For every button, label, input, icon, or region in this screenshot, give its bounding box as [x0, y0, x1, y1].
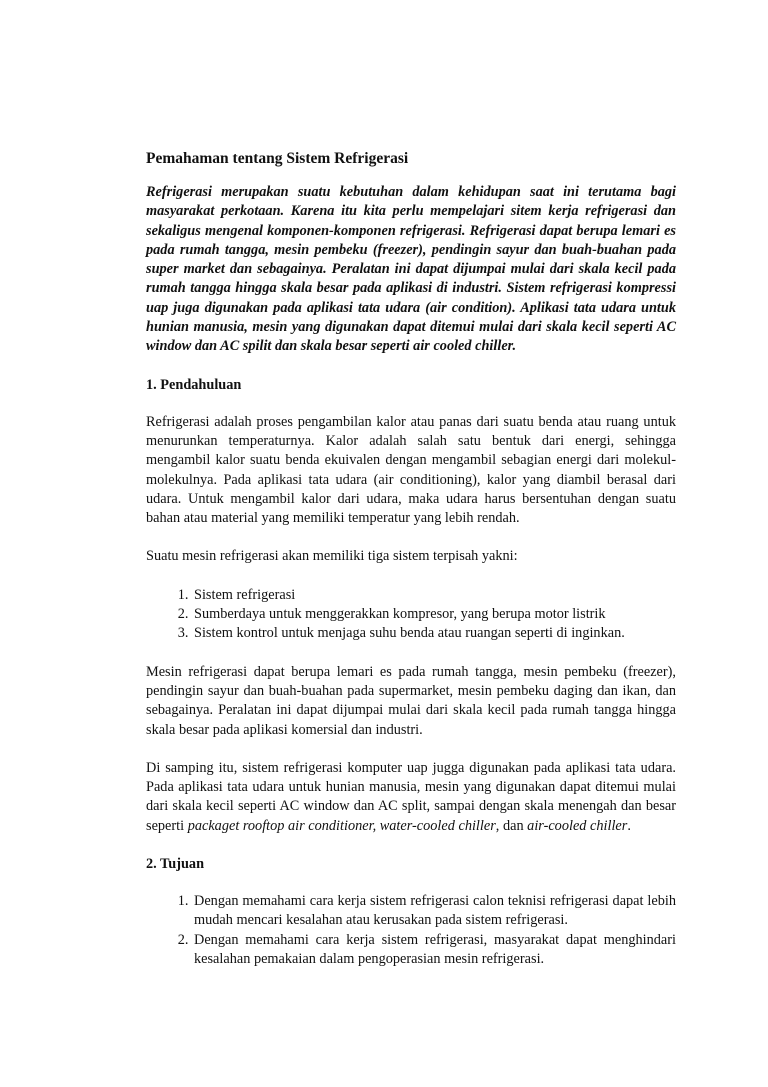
- section-heading-pendahuluan: 1. Pendahuluan: [146, 376, 242, 393]
- list-item: 3. Sistem kontrol untuk menjaga suhu benda atau ruangan seperti di inginkan.: [192, 624, 676, 643]
- list-item: 2. Sumberdaya untuk menggerakkan kompresor, yang berupa motor listrik: [192, 605, 676, 624]
- list-item: 1. Sistem refrigerasi: [192, 586, 676, 605]
- page-content: [146, 149, 676, 988]
- list-item: 2. Dengan memahami cara kerja sistem refrigerasi, masyarakat dapat menghindari kesalahan pemakaian dalam pengoperasian mesin refrigerasi.: [192, 931, 676, 970]
- paragraph-three-systems: Suatu mesin refrigerasi akan memiliki tiga sistem terpisah yakni:: [146, 548, 518, 565]
- paragraph-text: .: [627, 817, 631, 834]
- paragraph-refrigerasi-definition: Refrigerasi adalah proses pengambilan kalor atau panas dari suatu benda atau ruang untuk menurunkan temperaturnya. Kalor adalah salah satu bentuk dari energi, sehingga mengambil kalor suatu benda ekuivalen dengan mengambil sebagian energi dari molekul-molekulnya. Pada aplikasi tata udara (air conditioning), kalor yang diambil berasal dari udara. Untuk mengambil kalor dari udara, maka udara harus bersentuhan dengan suatu bahan atau material yang memiliki temperatur yang lebih rendah.: [146, 413, 676, 527]
- paragraph-machine-types: Mesin refrigerasi dapat berupa lemari es pada rumah tangga, mesin pembeku (freezer), pendingin sayur dan buah-buahan pada supermarket, mesin pembeku daging dan ikan, dan sebagainya. Peralatan ini dapat dijumpai mulai dari skala kecil pada rumah tangga hingga skala besar pada aplikasi komersial dan industri.: [146, 663, 676, 738]
- list-item: 1. Dengan memahami cara kerja sistem refrigerasi calon teknisi refrigerasi dapat lebih mudah mencari kesalahan atau kerusakan pada sistem refrigerasi.: [192, 892, 676, 931]
- systems-list: [146, 586, 676, 644]
- section-heading-tujuan: 2. Tujuan: [146, 856, 205, 873]
- document-title: Pemahaman tentang Sistem Refrigerasi: [146, 150, 409, 167]
- italic-equipment-term: air-cooled chiller: [527, 817, 628, 834]
- goals-list: [146, 892, 676, 969]
- abstract-paragraph: Refrigerasi merupakan suatu kebutuhan dalam kehidupan saat ini terutama bagi masyarakat perkotaan. Karena itu kita perlu mempelajari sitem kerja refrigerasi dan sekaligus mengenal komponen-komponen refrigerasi. Refrigerasi dapat berupa lemari es pada rumah tangga, mesin pembeku (freezer), pendingin sayur dan buah-buahan pada super market dan sebagainya. Peralatan ini dapat dijumpai mulai dari skala kecil pada rumah tangga hingga skala besar pada aplikasi di industri. Sistem refrigerasi kompressi uap juga digunakan pada aplikasi tata udara (air condition). Aplikasi tata udara untuk hunian manusia, mesin yang digunakan dapat ditemui mulai dari skala kecil seperti AC window dan AC spilit dan skala besar seperti air cooled chiller.: [146, 184, 676, 355]
- paragraph-text: Di samping itu, sistem refrigerasi komputer uap jugga digunakan pada aplikasi tata udara. Pada aplikasi tata udara untuk hunian manusia, mesin yang digunakan dapat ditemui mulai dari skala kecil seperti AC window dan AC split, sampai dengan skala menengah dan besar seperti: [146, 759, 676, 834]
- paragraph-text: , dan: [495, 817, 528, 834]
- italic-equipment-terms: packaget rooftop air conditioner, water-cooled chiller: [187, 817, 496, 834]
- paragraph-air-conditioning: [146, 759, 676, 836]
